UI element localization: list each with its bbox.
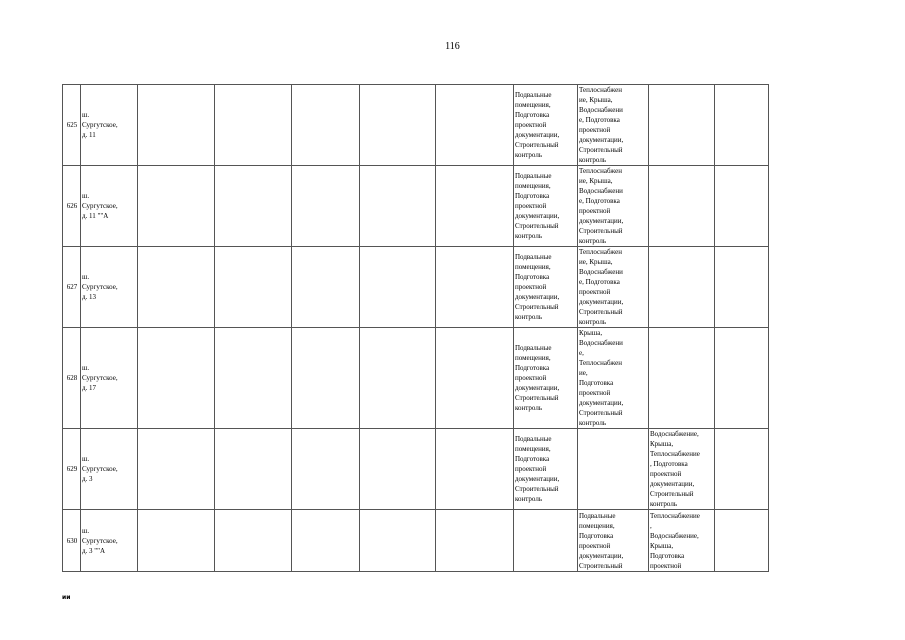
empty-cell: [436, 429, 514, 510]
empty-cell: [436, 247, 514, 328]
table-row: [63, 429, 769, 510]
empty-cell: [360, 328, 436, 429]
works-cell: Теплоснабжен ие, Крыша, Водоснабжени е, Подготовка проектной документации, Строительный контроль: [578, 85, 649, 166]
empty-cell: [138, 510, 215, 572]
row-number: 629: [63, 429, 81, 510]
works-cell: [578, 429, 649, 510]
footer-mark: ии: [62, 594, 71, 601]
row-number: 625: [63, 85, 81, 166]
works-cell: Крыша, Водоснабжени е, Теплоснабжен ие, Подготовка проектной документации, Строительный контроль: [578, 328, 649, 429]
empty-cell: [138, 429, 215, 510]
row-number: 628: [63, 328, 81, 429]
address-cell: ш. Сургутское, д. 13: [81, 247, 138, 328]
address-cell: ш. Сургутское, д. 11: [81, 85, 138, 166]
empty-cell: [215, 328, 292, 429]
empty-cell: [292, 510, 360, 572]
address-cell: ш. Сургутское, д. 17: [81, 328, 138, 429]
table-row: [63, 328, 769, 429]
empty-cell: [215, 510, 292, 572]
empty-cell: [360, 166, 436, 247]
empty-cell: [215, 166, 292, 247]
works-cell: [649, 85, 715, 166]
empty-cell: [436, 510, 514, 572]
empty-cell: [215, 429, 292, 510]
address-cell: ш. Сургутское, д. 3 ""А: [81, 510, 138, 572]
empty-cell: [292, 166, 360, 247]
works-cell: Подвальные помещения, Подготовка проектной документации, Строительный контроль: [514, 247, 578, 328]
empty-cell: [215, 247, 292, 328]
works-cell: Теплоснабжен ие, Крыша, Водоснабжени е, Подготовка проектной документации, Строительный контроль: [578, 166, 649, 247]
empty-cell: [715, 328, 769, 429]
row-number: 630: [63, 510, 81, 572]
empty-cell: [292, 328, 360, 429]
empty-cell: [715, 166, 769, 247]
table-row: [63, 85, 769, 166]
empty-cell: [715, 429, 769, 510]
empty-cell: [138, 85, 215, 166]
works-cell: Водоснабжение, Крыша, Теплоснабжение , Подготовка проектной документации, Строительный контроль: [649, 429, 715, 510]
housing-repair-table: [62, 84, 769, 572]
works-cell: [649, 328, 715, 429]
empty-cell: [715, 510, 769, 572]
empty-cell: [360, 429, 436, 510]
table-row: [63, 166, 769, 247]
empty-cell: [360, 510, 436, 572]
works-cell: Подвальные помещения, Подготовка проектной документации, Строительный: [578, 510, 649, 572]
empty-cell: [360, 85, 436, 166]
empty-cell: [436, 328, 514, 429]
page-number: 116: [445, 41, 460, 52]
works-cell: [649, 166, 715, 247]
address-cell: ш. Сургутское, д. 3: [81, 429, 138, 510]
works-cell: [649, 247, 715, 328]
row-number: 627: [63, 247, 81, 328]
empty-cell: [138, 247, 215, 328]
empty-cell: [360, 247, 436, 328]
empty-cell: [215, 85, 292, 166]
address-cell: ш. Сургутское, д. 11 ""А: [81, 166, 138, 247]
empty-cell: [292, 247, 360, 328]
works-cell: Подвальные помещения, Подготовка проектной документации, Строительный контроль: [514, 166, 578, 247]
works-cell: Подвальные помещения, Подготовка проектной документации, Строительный контроль: [514, 429, 578, 510]
empty-cell: [292, 85, 360, 166]
works-cell: [514, 510, 578, 572]
works-cell: Теплоснабжение , Водоснабжение, Крыша, Подготовка проектной: [649, 510, 715, 572]
row-number: 626: [63, 166, 81, 247]
empty-cell: [138, 166, 215, 247]
empty-cell: [436, 85, 514, 166]
empty-cell: [292, 429, 360, 510]
table-row: [63, 247, 769, 328]
works-cell: Подвальные помещения, Подготовка проектной документации, Строительный контроль: [514, 85, 578, 166]
empty-cell: [436, 166, 514, 247]
works-cell: Подвальные помещения, Подготовка проектной документации, Строительный контроль: [514, 328, 578, 429]
table-row: [63, 510, 769, 572]
empty-cell: [715, 85, 769, 166]
empty-cell: [715, 247, 769, 328]
empty-cell: [138, 328, 215, 429]
works-cell: Теплоснабжен ие, Крыша, Водоснабжени е, Подготовка проектной документации, Строительный контроль: [578, 247, 649, 328]
